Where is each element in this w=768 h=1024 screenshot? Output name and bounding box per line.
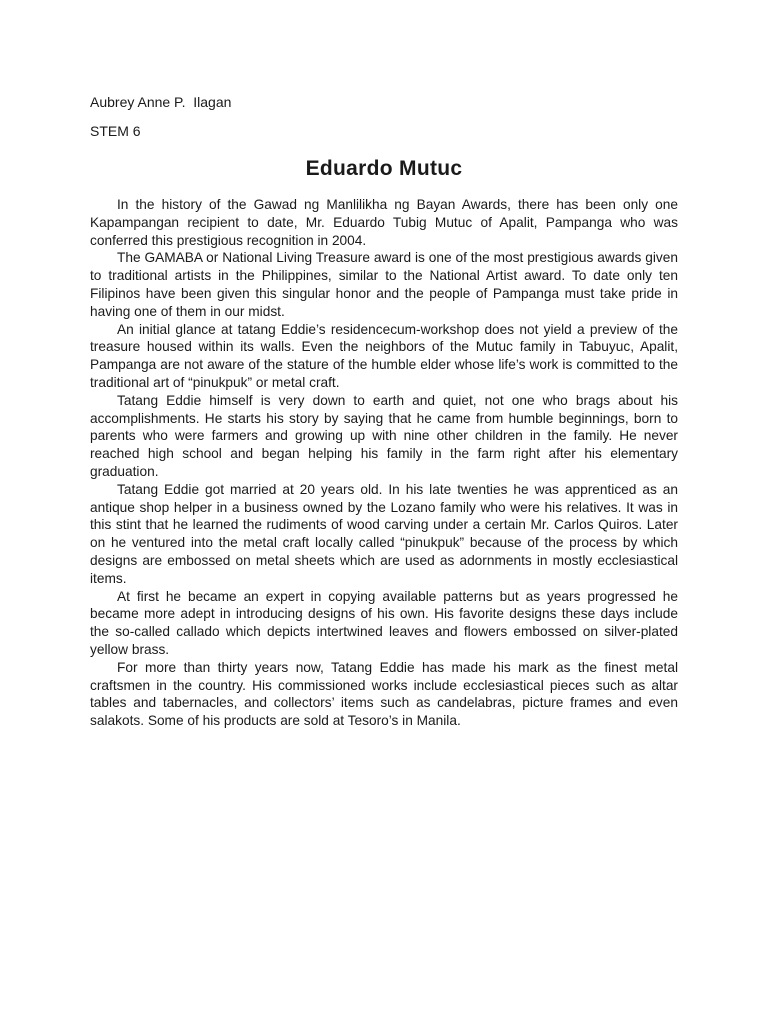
document-title: Eduardo Mutuc xyxy=(305,157,463,180)
author-name: Aubrey Anne P. Ilagan xyxy=(90,94,232,110)
body-paragraph: In the history of the Gawad ng Manlilikha ng Bayan Awards, there has been only one Kapampangan recipient to date, Mr. Eduardo Tubig Mutuc of Apalit, Pampanga who was conferred this prestigious recognition in 2004. xyxy=(90,197,678,248)
body-paragraph: An initial glance at tatang Eddie’s residencecum-workshop does not yield a preview of the treasure housed within its walls. Even the neighbors of the Mutuc family in Tabuyuc, Apalit, Pampanga are not aware of the stature of the humble elder whose life’s work is committed to the traditional art of “pinukpuk” or metal craft. xyxy=(90,321,678,390)
body-paragraph: The GAMABA or National Living Treasure award is one of the most prestigious awards given to traditional artists in the Philippines, similar to the National Artist award. To date only ten Filipinos have been given this singular honor and the people of Pampanga must take pride in having one of them in our midst. xyxy=(90,250,678,319)
body-paragraph: For more than thirty years now, Tatang Eddie has made his mark as the finest metal craftsmen in the country. His commissioned works include ecclesiastical pieces such as altar tables and tabernacles, and collectors’ items such as candelabras, picture frames and even salakots. Some of his products are sold at Tesoro’s in Manila. xyxy=(90,659,678,729)
body-paragraph: Tatang Eddie himself is very down to earth and quiet, not one who brags about his accomplishments. He starts his story by saying that he came from humble beginnings, born to parents who were farmers and growing up with nine other children in the family. He never reached high school and began helping his family in the farm right after his elementary graduation. xyxy=(90,392,678,479)
body-paragraph: Tatang Eddie got married at 20 years old. In his late twenties he was apprenticed as an antique shop helper in a business owned by the Lozano family who were his relatives. It was in this stint that he learned the rudiments of wood carving under a certain Mr. Carlos Quiros. Later on he ventured into the metal craft locally called “pinukpuk” because of the process by which designs are embossed on metal sheets which are used as adornments in mostly ecclesiastical items. xyxy=(90,481,678,586)
document-body xyxy=(90,196,678,730)
class-section: STEM 6 xyxy=(90,123,141,139)
body-paragraph: At first he became an expert in copying available patterns but as years progressed he became more adept in introducing designs of his own. His favorite designs these days include the so-called callado which depicts intertwined leaves and flowers embossed on silver-plated yellow brass. xyxy=(90,588,678,657)
